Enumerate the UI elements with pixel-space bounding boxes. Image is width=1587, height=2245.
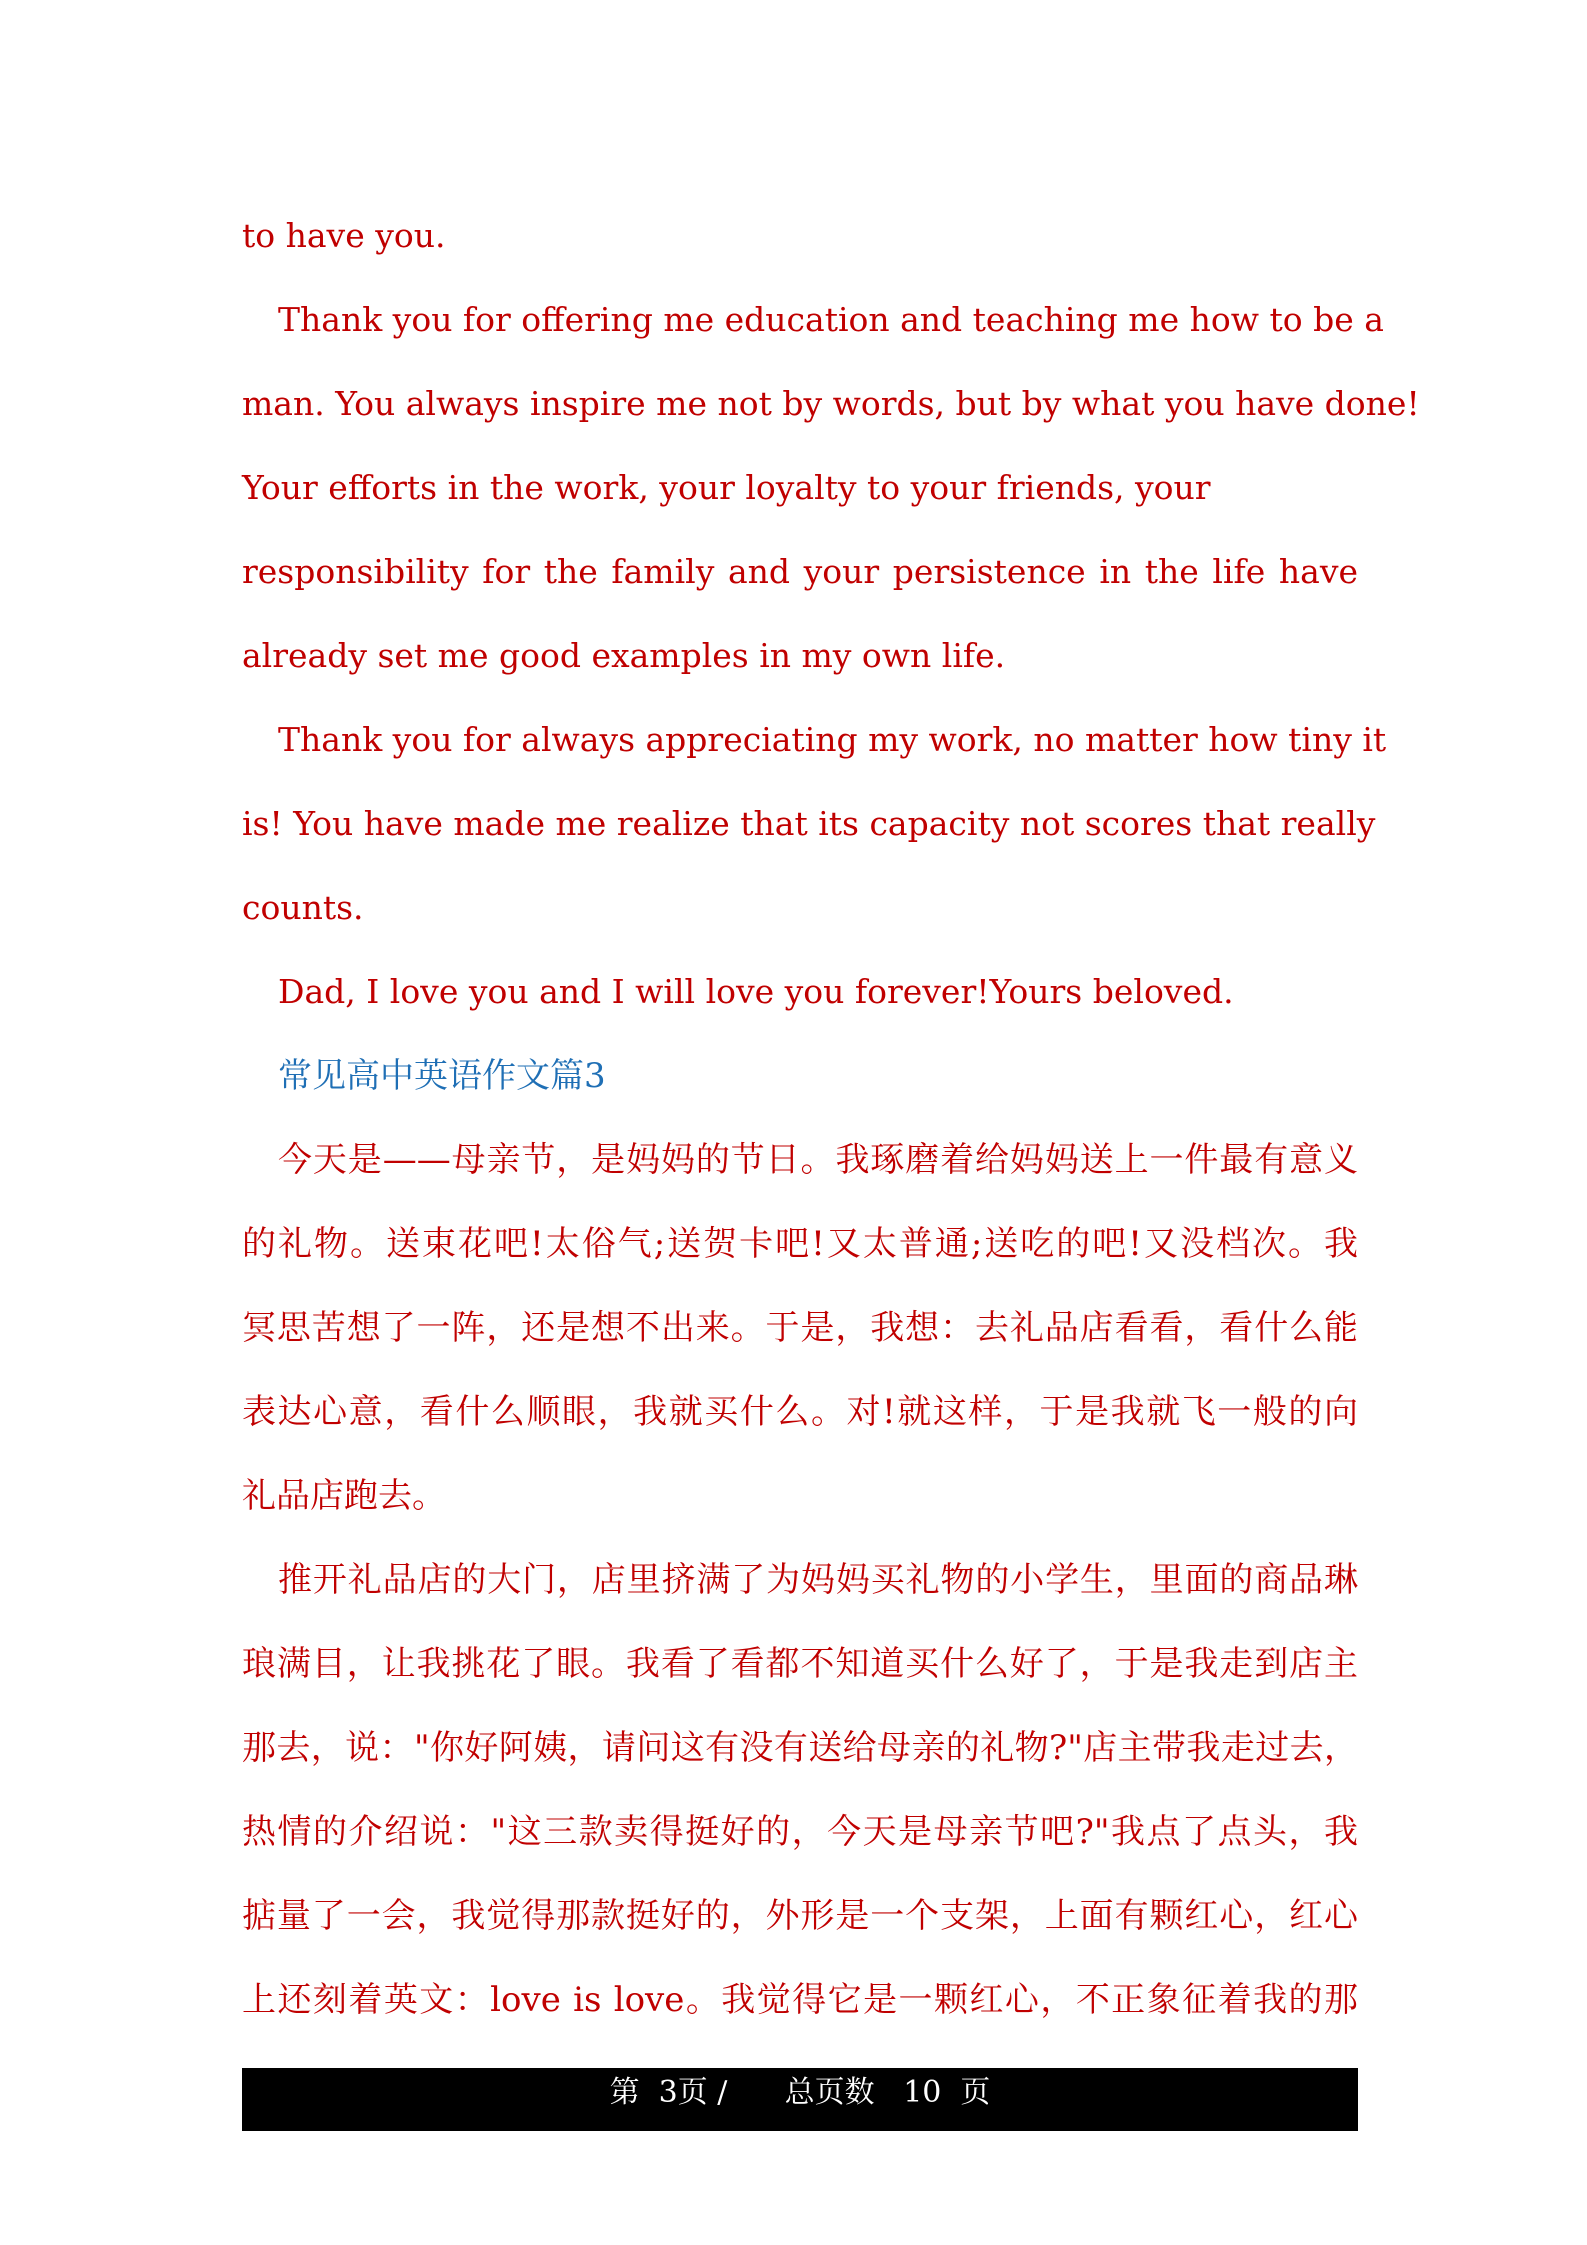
text-line: Your efforts in the work, your loyalty to your friends, your — [242, 468, 1211, 507]
text-line: man. You always inspire me not by words, but by what you have done! — [242, 384, 1420, 423]
text-line: counts. — [242, 888, 364, 927]
text-line: 那去，说："你好阿姨，请问这有没有送给母亲的礼物?"店主带我走过去， — [242, 1728, 1358, 1768]
text-line: 今天是——母亲节，是妈妈的节日。我琢磨着给妈妈送上一件最有意义 — [278, 1140, 1358, 1180]
text-line: responsibility for the family and your persistence in the life have — [242, 552, 1358, 591]
text-line: 的礼物。送束花吧!太俗气;送贺卡吧!又太普通;送吃的吧!又没档次。我 — [242, 1224, 1358, 1264]
text-line: 冥思苦想了一阵，还是想不出来。于是，我想：去礼品店看看，看什么能 — [242, 1308, 1358, 1348]
text-line: 礼品店跑去。 — [242, 1476, 446, 1516]
page-footer — [242, 2068, 1358, 2131]
text-line: already set me good examples in my own life. — [242, 636, 1006, 675]
text-line: 琅满目，让我挑花了眼。我看了看都不知道买什么好了，于是我走到店主 — [242, 1644, 1358, 1684]
document-body — [242, 205, 1420, 2053]
text-line: is! You have made me realize that its capacity not scores that really — [242, 804, 1376, 843]
page-number-label: 第 3页 / 总页数 10 页 — [609, 2075, 991, 2110]
section-heading: 常见高中英语作文篇3 — [278, 1056, 606, 1096]
text-line: Thank you for always appreciating my work, no matter how tiny it — [278, 720, 1387, 759]
text-line: 掂量了一会，我觉得那款挺好的，外形是一个支架，上面有颗红心，红心 — [242, 1896, 1358, 1936]
text-line: 推开礼品店的大门，店里挤满了为妈妈买礼物的小学生，里面的商品琳 — [278, 1560, 1358, 1600]
text-line: 热情的介绍说："这三款卖得挺好的，今天是母亲节吧?"我点了点头，我 — [242, 1812, 1358, 1852]
text-line: to have you. — [242, 216, 446, 255]
text-line: Dad, I love you and I will love you forever!Yours beloved. — [278, 972, 1234, 1011]
text-line: 上还刻着英文：love is love。我觉得它是一颗红心，不正象征着我的那 — [242, 1980, 1358, 2020]
text-line: Thank you for offering me education and teaching me how to be a — [278, 300, 1384, 339]
text-line: 表达心意，看什么顺眼，我就买什么。对!就这样，于是我就飞一般的向 — [242, 1392, 1358, 1432]
